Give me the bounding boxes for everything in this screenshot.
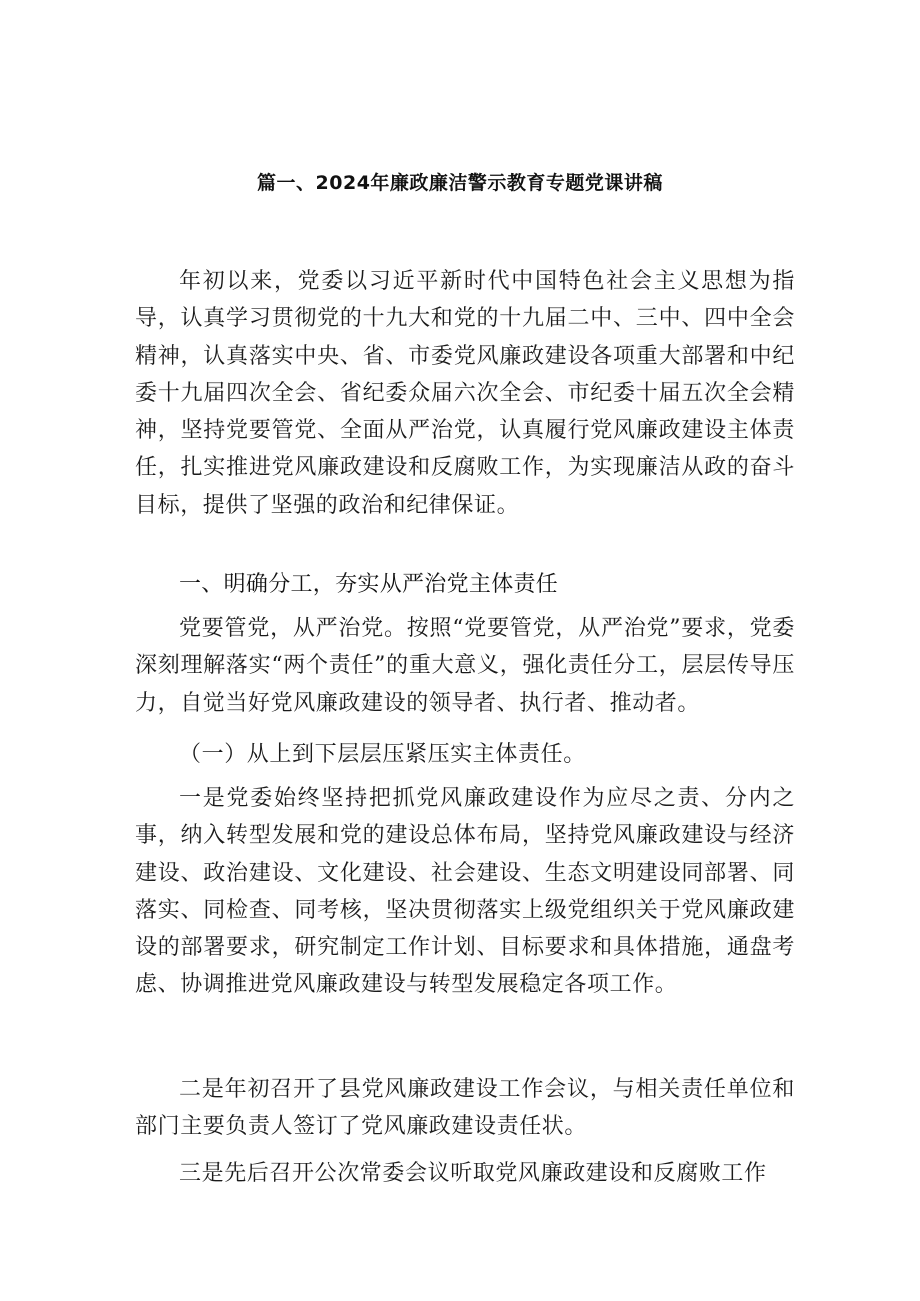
point-one-paragraph: 一是党委始终坚持把抓党风廉政建设作为应尽之责、分内之事，纳入转型发展和党的建设总体布局，坚持党风廉政建设与经济建设、政治建设、文化建设、社会建设、生态文明建设同部署、同落实、同检查、同考核，坚决贯彻落实上级党组织关于党风廉政建设的部署要求，研究制定工作计划、目标要求和具体措施，通盘考虑、协调推进党风廉政建设与转型发展稳定各项工作。 bbox=[135, 786, 795, 998]
document-title: 篇一、2024年廉政廉洁警示教育专题党课讲稿 bbox=[257, 172, 663, 194]
intro-paragraph: 年初以来，党委以习近平新时代中国特色社会主义思想为指导，认真学习贯彻党的十九大和党的十九届二中、三中、四中全会精神，认真落实中央、省、市委党风廉政建设各项重大部署和中纪委十九届四次全会、省纪委众届六次全会、市纪委十届五次全会精神，坚持党要管党、全面从严治党，认真履行党风廉政建设主体责任，扎实推进党风廉政建设和反腐败工作，为实现廉洁从政的奋斗目标，提供了坚强的政治和纪律保证。 bbox=[135, 269, 795, 518]
point-two-paragraph: 二是年初召开了县党风廉政建设工作会议，与相关责任单位和部门主要负责人签订了党风廉政建设责任状。 bbox=[135, 1077, 795, 1140]
section-paragraph: 党要管党，从严治党。按照“党要管党，从严治党”要求，党委深刻理解落实“两个责任”的重大意义，强化责任分工，层层传导压力，自觉当好党风廉政建设的领导者、执行者、推动者。 bbox=[135, 616, 795, 716]
section-heading: 一、明确分工，夯实从严治党主体责任 bbox=[179, 572, 559, 597]
point-three-paragraph: 三是先后召开公次常委会议听取党风廉政建设和反腐败工作 bbox=[179, 1161, 767, 1186]
subsection-heading: （一）从上到下层层压紧压实主体责任。 bbox=[179, 742, 586, 767]
